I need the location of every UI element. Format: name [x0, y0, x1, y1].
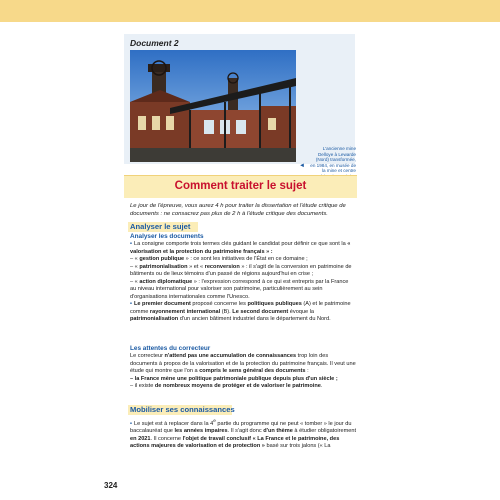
s2-paragraph-2: – la France mène une politique patrimoniale publique depuis plus d'un siècle ;: [130, 375, 338, 382]
s2-paragraph-3: – il existe de nombreux moyens de protéger et de valoriser le patrimoine.: [130, 383, 323, 389]
caption-arrow-icon: ◄: [299, 163, 305, 169]
s3-paragraph-1: • Le sujet est à replacer dans la 4e partie du programme qui ne peut « tomber » le jour du baccalauréat que les années impaires. Il s'agit donc d'un thème à étudier obligatoirement en 2021. Il concerne l'objet de travail conclusif « La France et le patrimoine, des actions majeures de valorisation et de protection » basé sur trois jalons (« La: [130, 417, 356, 451]
page-number: 324: [104, 481, 118, 490]
section1-subtitle: Analyser les documents: [130, 233, 204, 240]
document-label: Document 2: [130, 38, 179, 48]
section3-body: [130, 417, 356, 451]
document-panel: [124, 34, 356, 174]
intro-text: Le jour de l'épreuve, vous aurez 4 h pour traiter la dissertation et l'étude critique de documents : ne consacrez pas plus de 2 h à l'étude critique des documents.: [130, 203, 346, 217]
mine-photo-drawing: [130, 50, 296, 162]
section3-title: Mobiliser ses connaissances: [130, 405, 235, 414]
section2-body: [130, 353, 356, 391]
section1-title: Analyser le sujet: [130, 222, 191, 231]
s1-paragraph-5: • Le premier document proposé concerne les politiques publiques (A) et le patrimoine comme rayonnement international (B). Le second document évoque la patrimonialisation d'un ancien bâtiment industriel dans le département du Nord.: [130, 301, 356, 324]
s1-paragraph-1: • La consigne comporte trois termes clés guidant le candidat pour définir ce que sont la « valorisation et la protection du patrimoine français » :: [130, 241, 356, 256]
method-box: [124, 175, 357, 493]
method-title: Comment traiter le sujet: [174, 180, 307, 192]
mine-photo: [130, 50, 296, 162]
photo-caption: L'ancienne mine Delloye à Lewarde (Nord) transformée, en 1984, en musée de la mine et centre: [310, 146, 356, 174]
s1-paragraph-3: – « patrimonialisation » et « reconversion » : il s'agit de la conversion en patrimoine de bâtiments ou de lieux témoins d'un passé de régions aujourd'hui en crise ;: [130, 263, 352, 277]
s1-paragraph-2: – « gestion publique » : ce sont les initiatives de l'État en ce domaine ;: [130, 256, 308, 262]
section1-body: [130, 241, 356, 324]
top-color-band: [0, 0, 500, 22]
s1-paragraph-4: – « action diplomatique » : l'expression correspond à ce qui est entrepris par la France au niveau international pour valoriser son patrimoine, particulièrement au sein d'organisations internationales comme l'Unesco.: [130, 278, 349, 300]
section2-subtitle: Les attentes du correcteur: [130, 345, 211, 352]
s2-paragraph-1: Le correcteur n'attend pas une accumulation de connaissances trop loin des documents à propos de la valorisation et de la protection du patrimoine français. Il veut une étude qui montre que l'on a compris le sens général des documents :: [130, 353, 356, 374]
